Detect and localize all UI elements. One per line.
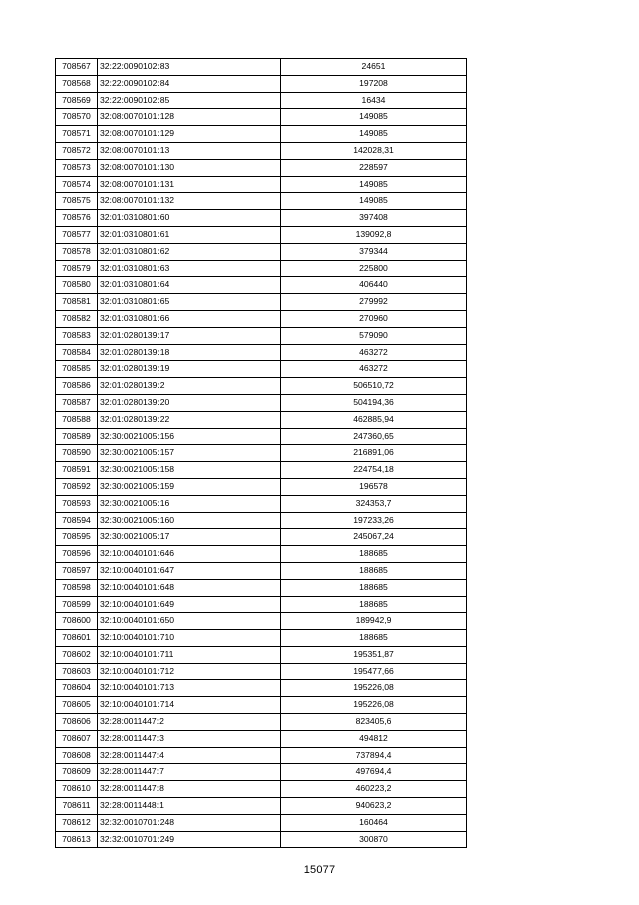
table-row: [56, 730, 467, 747]
cadastral-number-cell: 32:01:0280139:22: [98, 411, 281, 428]
value-cell: 16434: [281, 92, 467, 109]
value-cell: 195351,87: [281, 646, 467, 663]
table-row: [56, 596, 467, 613]
row-number-cell: 708592: [56, 478, 98, 495]
table-row: [56, 445, 467, 462]
cadastral-number-cell: 32:10:0040101:710: [98, 630, 281, 647]
value-cell: 506510,72: [281, 378, 467, 395]
value-cell: 324353,7: [281, 495, 467, 512]
table-row: [56, 159, 467, 176]
cadastral-number-cell: 32:30:0021005:160: [98, 512, 281, 529]
table-row: [56, 764, 467, 781]
cadastral-number-cell: 32:28:0011448:1: [98, 798, 281, 815]
value-cell: 188685: [281, 562, 467, 579]
cadastral-number-cell: 32:30:0021005:156: [98, 428, 281, 445]
cadastral-number-cell: 32:28:0011447:4: [98, 747, 281, 764]
value-cell: 406440: [281, 277, 467, 294]
value-cell: 197208: [281, 75, 467, 92]
value-cell: 195226,08: [281, 697, 467, 714]
cadastral-number-cell: 32:22:0090102:84: [98, 75, 281, 92]
table-row: [56, 613, 467, 630]
table-row: [56, 260, 467, 277]
value-cell: 497694,4: [281, 764, 467, 781]
cadastral-number-cell: 32:01:0310801:60: [98, 210, 281, 227]
value-cell: 279992: [281, 294, 467, 311]
cadastral-number-cell: 32:32:0010701:249: [98, 831, 281, 848]
cadastral-number-cell: 32:28:0011447:8: [98, 781, 281, 798]
row-number-cell: 708602: [56, 646, 98, 663]
table-row: [56, 831, 467, 848]
cadastral-number-cell: 32:22:0090102:83: [98, 59, 281, 76]
value-cell: 228597: [281, 159, 467, 176]
value-cell: 737894,4: [281, 747, 467, 764]
value-cell: 940623,2: [281, 798, 467, 815]
value-cell: 197233,26: [281, 512, 467, 529]
cadastral-number-cell: 32:30:0021005:159: [98, 478, 281, 495]
row-number-cell: 708588: [56, 411, 98, 428]
row-number-cell: 708574: [56, 176, 98, 193]
row-number-cell: 708578: [56, 243, 98, 260]
row-number-cell: 708577: [56, 226, 98, 243]
table-row: [56, 394, 467, 411]
value-cell: 188685: [281, 579, 467, 596]
row-number-cell: 708591: [56, 462, 98, 479]
table-row: [56, 428, 467, 445]
value-cell: 245067,24: [281, 529, 467, 546]
cadastral-number-cell: 32:10:0040101:712: [98, 663, 281, 680]
row-number-cell: 708598: [56, 579, 98, 596]
value-cell: 188685: [281, 596, 467, 613]
cadastral-number-cell: 32:10:0040101:650: [98, 613, 281, 630]
table-row: [56, 478, 467, 495]
value-cell: 149085: [281, 176, 467, 193]
row-number-cell: 708583: [56, 327, 98, 344]
table-row: [56, 193, 467, 210]
cadastral-number-cell: 32:01:0280139:17: [98, 327, 281, 344]
row-number-cell: 708567: [56, 59, 98, 76]
cadastral-number-cell: 32:01:0310801:64: [98, 277, 281, 294]
cadastral-number-cell: 32:30:0021005:17: [98, 529, 281, 546]
cadastral-number-cell: 32:01:0310801:62: [98, 243, 281, 260]
row-number-cell: 708599: [56, 596, 98, 613]
row-number-cell: 708579: [56, 260, 98, 277]
value-cell: 195477,66: [281, 663, 467, 680]
value-cell: 823405,6: [281, 714, 467, 731]
table-row: [56, 462, 467, 479]
value-cell: 225800: [281, 260, 467, 277]
cadastral-number-cell: 32:10:0040101:646: [98, 546, 281, 563]
table-row: [56, 529, 467, 546]
row-number-cell: 708611: [56, 798, 98, 815]
value-cell: 300870: [281, 831, 467, 848]
cadastral-number-cell: 32:01:0280139:2: [98, 378, 281, 395]
cadastral-number-cell: 32:01:0310801:61: [98, 226, 281, 243]
cadastral-number-cell: 32:10:0040101:648: [98, 579, 281, 596]
cadastral-number-cell: 32:08:0070101:132: [98, 193, 281, 210]
cadastral-number-cell: 32:08:0070101:129: [98, 126, 281, 143]
table-row: [56, 277, 467, 294]
cadastral-number-cell: 32:01:0310801:63: [98, 260, 281, 277]
table-row: [56, 59, 467, 76]
value-cell: 189942,9: [281, 613, 467, 630]
cadastral-number-cell: 32:10:0040101:711: [98, 646, 281, 663]
table-row: [56, 579, 467, 596]
table-row: [56, 646, 467, 663]
table-row: [56, 126, 467, 143]
value-cell: 149085: [281, 109, 467, 126]
row-number-cell: 708609: [56, 764, 98, 781]
row-number-cell: 708594: [56, 512, 98, 529]
table-row: [56, 361, 467, 378]
value-cell: 462885,94: [281, 411, 467, 428]
cadastral-number-cell: 32:01:0280139:18: [98, 344, 281, 361]
row-number-cell: 708589: [56, 428, 98, 445]
table-row: [56, 781, 467, 798]
row-number-cell: 708608: [56, 747, 98, 764]
row-number-cell: 708570: [56, 109, 98, 126]
table-row: [56, 680, 467, 697]
row-number-cell: 708613: [56, 831, 98, 848]
cadastral-number-cell: 32:28:0011447:2: [98, 714, 281, 731]
table-row: [56, 176, 467, 193]
cadastral-number-cell: 32:10:0040101:647: [98, 562, 281, 579]
table-row: [56, 378, 467, 395]
row-number-cell: 708582: [56, 310, 98, 327]
cadastral-number-cell: 32:01:0310801:65: [98, 294, 281, 311]
table-row: [56, 142, 467, 159]
table-row: [56, 697, 467, 714]
row-number-cell: 708573: [56, 159, 98, 176]
table-row: [56, 109, 467, 126]
value-cell: 24651: [281, 59, 467, 76]
cadastral-number-cell: 32:08:0070101:13: [98, 142, 281, 159]
value-cell: 463272: [281, 344, 467, 361]
cadastral-number-cell: 32:08:0070101:131: [98, 176, 281, 193]
page-number: 15077: [303, 864, 336, 876]
table-row: [56, 75, 467, 92]
row-number-cell: 708603: [56, 663, 98, 680]
cadastral-number-cell: 32:01:0280139:19: [98, 361, 281, 378]
cadastral-number-cell: 32:28:0011447:3: [98, 730, 281, 747]
row-number-cell: 708584: [56, 344, 98, 361]
table-row: [56, 562, 467, 579]
table-row: [56, 344, 467, 361]
row-number-cell: 708585: [56, 361, 98, 378]
row-number-cell: 708568: [56, 75, 98, 92]
value-cell: 188685: [281, 630, 467, 647]
value-cell: 160464: [281, 814, 467, 831]
table-row: [56, 663, 467, 680]
table-row: [56, 546, 467, 563]
value-cell: 247360,65: [281, 428, 467, 445]
row-number-cell: 708576: [56, 210, 98, 227]
cadastral-number-cell: 32:08:0070101:128: [98, 109, 281, 126]
row-number-cell: 708575: [56, 193, 98, 210]
value-cell: 195226,08: [281, 680, 467, 697]
row-number-cell: 708604: [56, 680, 98, 697]
cadastral-value-table: [55, 58, 467, 848]
table-row: [56, 814, 467, 831]
row-number-cell: 708597: [56, 562, 98, 579]
row-number-cell: 708571: [56, 126, 98, 143]
table-row: [56, 226, 467, 243]
table-row: [56, 294, 467, 311]
row-number-cell: 708593: [56, 495, 98, 512]
row-number-cell: 708601: [56, 630, 98, 647]
cadastral-number-cell: 32:10:0040101:713: [98, 680, 281, 697]
value-cell: 463272: [281, 361, 467, 378]
table-row: [56, 747, 467, 764]
table-row: [56, 495, 467, 512]
row-number-cell: 708586: [56, 378, 98, 395]
value-cell: 142028,31: [281, 142, 467, 159]
value-cell: 149085: [281, 126, 467, 143]
cadastral-number-cell: 32:30:0021005:158: [98, 462, 281, 479]
table-row: [56, 327, 467, 344]
row-number-cell: 708595: [56, 529, 98, 546]
table-row: [56, 411, 467, 428]
table-row: [56, 798, 467, 815]
table-row: [56, 512, 467, 529]
value-cell: 216891,06: [281, 445, 467, 462]
table-row: [56, 92, 467, 109]
row-number-cell: 708572: [56, 142, 98, 159]
row-number-cell: 708612: [56, 814, 98, 831]
value-cell: 149085: [281, 193, 467, 210]
value-cell: 139092,8: [281, 226, 467, 243]
value-cell: 270960: [281, 310, 467, 327]
cadastral-number-cell: 32:22:0090102:85: [98, 92, 281, 109]
value-cell: 196578: [281, 478, 467, 495]
value-cell: 397408: [281, 210, 467, 227]
cadastral-number-cell: 32:10:0040101:649: [98, 596, 281, 613]
value-cell: 494812: [281, 730, 467, 747]
row-number-cell: 708605: [56, 697, 98, 714]
cadastral-number-cell: 32:30:0021005:16: [98, 495, 281, 512]
cadastral-number-cell: 32:28:0011447:7: [98, 764, 281, 781]
row-number-cell: 708606: [56, 714, 98, 731]
row-number-cell: 708569: [56, 92, 98, 109]
table-row: [56, 630, 467, 647]
table-row: [56, 210, 467, 227]
row-number-cell: 708590: [56, 445, 98, 462]
value-cell: 504194,36: [281, 394, 467, 411]
value-cell: 188685: [281, 546, 467, 563]
table-row: [56, 310, 467, 327]
value-cell: 579090: [281, 327, 467, 344]
row-number-cell: 708596: [56, 546, 98, 563]
row-number-cell: 708580: [56, 277, 98, 294]
row-number-cell: 708610: [56, 781, 98, 798]
cadastral-number-cell: 32:08:0070101:130: [98, 159, 281, 176]
row-number-cell: 708600: [56, 613, 98, 630]
value-cell: 460223,2: [281, 781, 467, 798]
table-row: [56, 714, 467, 731]
row-number-cell: 708607: [56, 730, 98, 747]
value-cell: 379344: [281, 243, 467, 260]
cadastral-number-cell: 32:10:0040101:714: [98, 697, 281, 714]
row-number-cell: 708581: [56, 294, 98, 311]
table-body: [56, 59, 467, 848]
cadastral-number-cell: 32:01:0280139:20: [98, 394, 281, 411]
cadastral-number-cell: 32:01:0310801:66: [98, 310, 281, 327]
cadastral-number-cell: 32:32:0010701:248: [98, 814, 281, 831]
row-number-cell: 708587: [56, 394, 98, 411]
value-cell: 224754,18: [281, 462, 467, 479]
cadastral-number-cell: 32:30:0021005:157: [98, 445, 281, 462]
table-row: [56, 243, 467, 260]
